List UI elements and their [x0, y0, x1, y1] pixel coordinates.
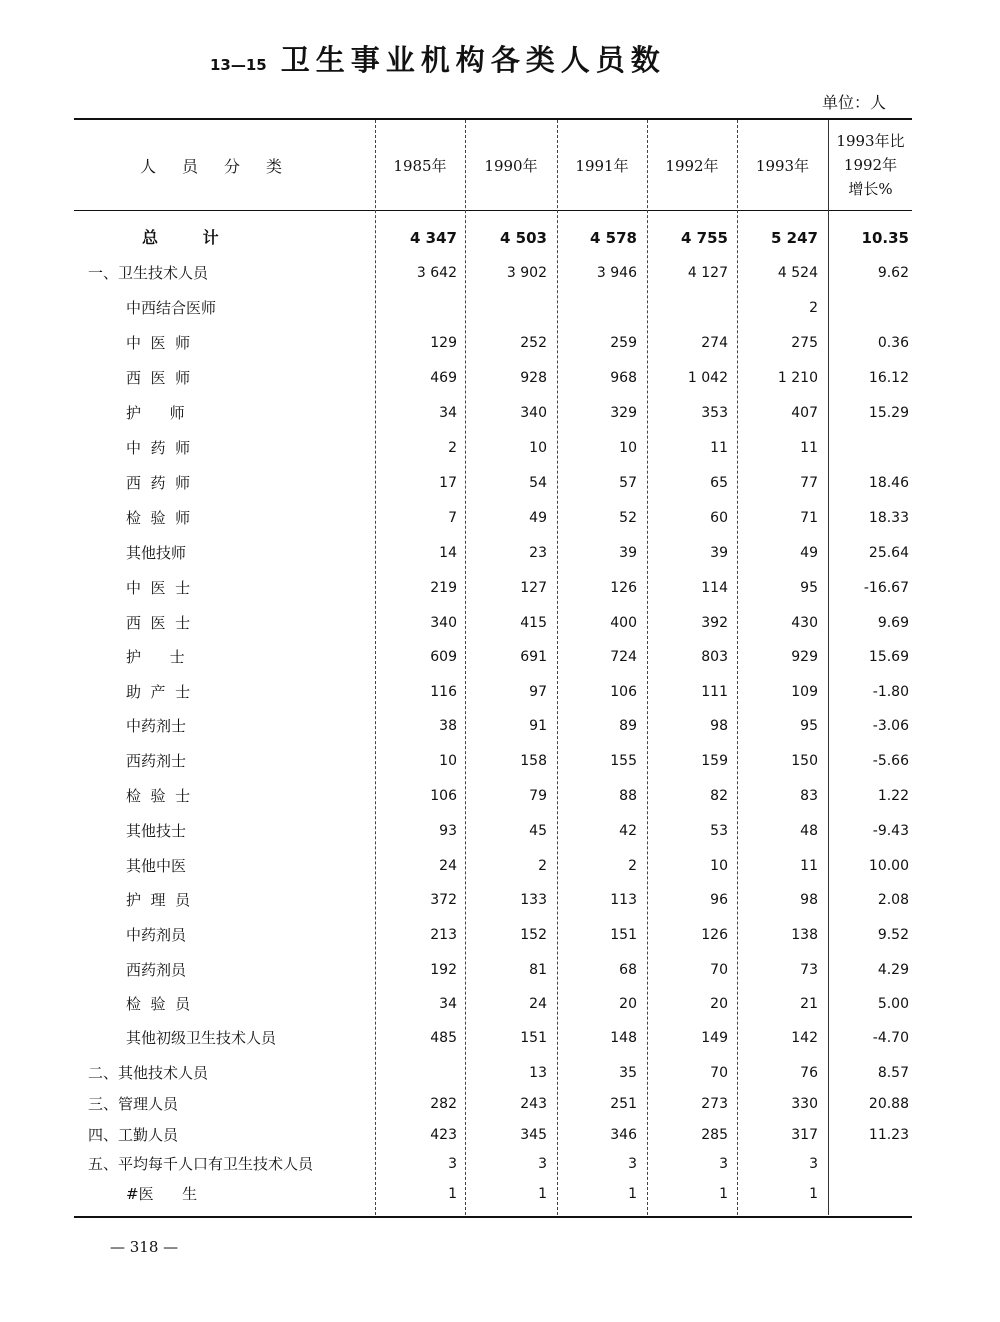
- cell-value: 83: [800, 788, 818, 804]
- cell-value: 1 210: [777, 370, 818, 386]
- cell-value: 151: [610, 927, 637, 943]
- cell-growth: 9.69: [877, 615, 909, 631]
- cell-value: 113: [610, 892, 637, 908]
- cell-value: 423: [430, 1127, 457, 1143]
- cell-value: 273: [701, 1096, 728, 1112]
- cell-value: 330: [791, 1096, 818, 1112]
- cell-value: 155: [610, 753, 637, 769]
- cell-value: 158: [520, 753, 547, 769]
- table-number: 13—15: [210, 56, 267, 74]
- cell-value: 126: [701, 927, 728, 943]
- row-label: 总 计: [142, 228, 219, 247]
- table-row: [0, 1182, 1000, 1206]
- table-row: [0, 888, 1000, 912]
- row-label: 五、平均每千人口有卫生技术人员: [88, 1155, 314, 1173]
- cell-value: 24: [529, 996, 547, 1012]
- cell-value: 10: [529, 440, 547, 456]
- header-year: 1993年: [755, 156, 810, 175]
- cell-value: 3: [719, 1156, 728, 1172]
- row-label: 其他初级卫生技术人员: [126, 1029, 277, 1047]
- cell-value: 106: [610, 684, 637, 700]
- table-row: [0, 992, 1000, 1016]
- table-row: [0, 611, 1000, 635]
- cell-value: 126: [610, 580, 637, 596]
- cell-value: 68: [619, 962, 637, 978]
- row-label: 一、卫生技术人员: [88, 264, 209, 282]
- cell-value: 4 503: [500, 229, 547, 247]
- cell-growth: 9.62: [877, 265, 909, 281]
- cell-value: 70: [710, 1065, 728, 1081]
- header-year: 1992年: [665, 156, 719, 175]
- cell-value: 39: [619, 545, 637, 561]
- cell-value: 329: [610, 405, 637, 421]
- header-year: 1991年: [575, 156, 629, 175]
- cell-value: 73: [800, 962, 818, 978]
- cell-value: 91: [529, 718, 547, 734]
- row-label: 其他技师: [126, 544, 187, 562]
- cell-value: 243: [520, 1096, 547, 1112]
- cell-value: 95: [800, 718, 818, 734]
- cell-value: 14: [439, 545, 457, 561]
- cell-growth: 18.33: [868, 510, 909, 526]
- page-number: — 318 —: [110, 1238, 179, 1256]
- table-row: [0, 506, 1000, 530]
- cell-value: 150: [791, 753, 818, 769]
- cell-value: 3: [628, 1156, 637, 1172]
- row-label: 二、其他技术人员: [88, 1064, 209, 1082]
- cell-value: 10: [619, 440, 637, 456]
- cell-value: 57: [619, 475, 637, 491]
- cell-value: 485: [430, 1030, 457, 1046]
- cell-value: 353: [701, 405, 728, 421]
- cell-value: 3: [538, 1156, 547, 1172]
- header-growth-line: 1993年比: [836, 132, 905, 150]
- row-label: 四、工勤人员: [88, 1126, 179, 1144]
- cell-value: 415: [520, 615, 547, 631]
- cell-growth: -5.66: [872, 753, 909, 769]
- cell-value: 1: [538, 1186, 547, 1202]
- cell-value: 407: [791, 405, 818, 421]
- header-growth: [829, 118, 912, 212]
- header-category: 人员分类: [139, 156, 308, 176]
- cell-value: 3 642: [416, 265, 457, 281]
- row-label: 中药剂士: [126, 717, 187, 735]
- cell-growth: 20.88: [868, 1096, 909, 1112]
- cell-growth: 10.35: [861, 229, 909, 247]
- table-row: [0, 1061, 1000, 1085]
- cell-value: 95: [800, 580, 818, 596]
- row-label: 西 医 师: [126, 369, 191, 387]
- cell-value: 4 755: [681, 229, 728, 247]
- cell-value: 60: [710, 510, 728, 526]
- cell-value: 77: [800, 475, 818, 491]
- cell-value: 275: [791, 335, 818, 351]
- row-label: 中 药 师: [126, 439, 191, 457]
- header-year: 1990年: [484, 156, 538, 175]
- cell-value: 3: [448, 1156, 457, 1172]
- page-title: [210, 38, 666, 79]
- cell-value: 53: [710, 823, 728, 839]
- cell-value: 929: [791, 649, 818, 665]
- row-label: 中西结合医师: [126, 299, 217, 317]
- cell-value: 5 247: [771, 229, 818, 247]
- cell-value: 109: [791, 684, 818, 700]
- cell-value: 42: [619, 823, 637, 839]
- row-label: 助 产 士: [126, 683, 191, 701]
- cell-growth: 0.36: [877, 335, 909, 351]
- row-label: 护 士: [126, 648, 185, 666]
- cell-value: 116: [430, 684, 457, 700]
- cell-value: 317: [791, 1127, 818, 1143]
- table-row: [0, 471, 1000, 495]
- table-row: [0, 714, 1000, 738]
- row-label: 西 药 师: [126, 474, 191, 492]
- bottom-rule: [74, 1216, 912, 1218]
- cell-growth: 11.23: [868, 1127, 909, 1143]
- row-label: 西药剂士: [126, 752, 187, 770]
- cell-value: 400: [610, 615, 637, 631]
- cell-growth: 25.64: [868, 545, 909, 561]
- cell-value: 2: [628, 858, 637, 874]
- cell-growth: 16.12: [868, 370, 909, 386]
- cell-growth: 15.69: [868, 649, 909, 665]
- cell-growth: 5.00: [877, 996, 909, 1012]
- table-row: [0, 366, 1000, 390]
- cell-value: 1: [719, 1186, 728, 1202]
- header-growth-line: 增长%: [848, 180, 893, 198]
- table-row: [0, 784, 1000, 808]
- cell-value: 52: [619, 510, 637, 526]
- cell-value: 114: [701, 580, 728, 596]
- cell-value: 13: [529, 1065, 547, 1081]
- table-row: [0, 1123, 1000, 1147]
- cell-value: 372: [430, 892, 457, 908]
- cell-value: 129: [430, 335, 457, 351]
- cell-value: 21: [800, 996, 818, 1012]
- cell-value: 24: [439, 858, 457, 874]
- header-year: 1985年: [393, 156, 447, 175]
- cell-value: 4 347: [410, 229, 457, 247]
- cell-value: 724: [610, 649, 637, 665]
- cell-value: 97: [529, 684, 547, 700]
- cell-value: 4 578: [590, 229, 637, 247]
- cell-value: 96: [710, 892, 728, 908]
- cell-value: 1: [628, 1186, 637, 1202]
- cell-value: 82: [710, 788, 728, 804]
- cell-value: 20: [619, 996, 637, 1012]
- row-label: 检 验 士: [126, 787, 191, 805]
- cell-value: 11: [710, 440, 728, 456]
- cell-value: 691: [520, 649, 547, 665]
- cell-value: 89: [619, 718, 637, 734]
- cell-value: 23: [529, 545, 547, 561]
- cell-growth: 10.00: [868, 858, 909, 874]
- table-row: [0, 749, 1000, 773]
- cell-value: 93: [439, 823, 457, 839]
- cell-value: 49: [529, 510, 547, 526]
- cell-value: 345: [520, 1127, 547, 1143]
- row-label: 西 医 士: [126, 614, 191, 632]
- table-row: [0, 401, 1000, 425]
- cell-value: 340: [430, 615, 457, 631]
- table-row: [0, 680, 1000, 704]
- table-title: 卫生事业机构各类人员数: [280, 43, 666, 77]
- cell-value: 106: [430, 788, 457, 804]
- table-row: [0, 436, 1000, 460]
- cell-value: 65: [710, 475, 728, 491]
- cell-value: 2: [448, 440, 457, 456]
- cell-value: 142: [791, 1030, 818, 1046]
- cell-value: 10: [710, 858, 728, 874]
- cell-growth: -3.06: [872, 718, 909, 734]
- cell-value: 70: [710, 962, 728, 978]
- cell-growth: 1.22: [877, 788, 909, 804]
- cell-growth: 8.57: [877, 1065, 909, 1081]
- cell-value: 392: [701, 615, 728, 631]
- cell-value: 430: [791, 615, 818, 631]
- cell-growth: 2.08: [877, 892, 909, 908]
- cell-value: 49: [800, 545, 818, 561]
- row-label: 护 理 员: [126, 891, 191, 909]
- cell-value: 88: [619, 788, 637, 804]
- cell-growth: -16.67: [863, 580, 909, 596]
- cell-value: 149: [701, 1030, 728, 1046]
- cell-value: 159: [701, 753, 728, 769]
- table-row: [0, 1026, 1000, 1050]
- table-row: [0, 576, 1000, 600]
- row-label: 检 验 员: [126, 995, 191, 1013]
- cell-value: 1 042: [687, 370, 728, 386]
- cell-value: 152: [520, 927, 547, 943]
- table-row: [0, 958, 1000, 982]
- cell-value: 35: [619, 1065, 637, 1081]
- table-row: [0, 645, 1000, 669]
- cell-value: 133: [520, 892, 547, 908]
- row-label: 其他中医: [126, 857, 187, 875]
- cell-value: 259: [610, 335, 637, 351]
- row-label: 其他技士: [126, 822, 187, 840]
- cell-value: 2: [538, 858, 547, 874]
- cell-value: 76: [800, 1065, 818, 1081]
- cell-value: 1: [809, 1186, 818, 1202]
- cell-value: 609: [430, 649, 457, 665]
- cell-value: 340: [520, 405, 547, 421]
- cell-value: 2: [809, 300, 818, 316]
- table-row: [0, 226, 1000, 250]
- table-row: [0, 331, 1000, 355]
- cell-value: 127: [520, 580, 547, 596]
- cell-value: 274: [701, 335, 728, 351]
- table-row: [0, 819, 1000, 843]
- cell-value: 17: [439, 475, 457, 491]
- cell-value: 213: [430, 927, 457, 943]
- cell-value: 803: [701, 649, 728, 665]
- cell-value: 138: [791, 927, 818, 943]
- cell-value: 346: [610, 1127, 637, 1143]
- cell-growth: 18.46: [868, 475, 909, 491]
- cell-growth: -9.43: [872, 823, 909, 839]
- cell-value: 285: [701, 1127, 728, 1143]
- cell-value: 151: [520, 1030, 547, 1046]
- cell-value: 38: [439, 718, 457, 734]
- cell-value: 10: [439, 753, 457, 769]
- cell-value: 4 524: [777, 265, 818, 281]
- table-row: [0, 541, 1000, 565]
- table-row: [0, 923, 1000, 947]
- cell-value: 45: [529, 823, 547, 839]
- cell-value: 20: [710, 996, 728, 1012]
- cell-value: 98: [710, 718, 728, 734]
- cell-value: 928: [520, 370, 547, 386]
- cell-value: 469: [430, 370, 457, 386]
- cell-value: 81: [529, 962, 547, 978]
- table-row: [0, 1152, 1000, 1176]
- cell-value: 111: [701, 684, 728, 700]
- cell-value: 98: [800, 892, 818, 908]
- cell-value: 251: [610, 1096, 637, 1112]
- cell-value: 34: [439, 405, 457, 421]
- cell-value: 219: [430, 580, 457, 596]
- row-label: 中 医 师: [126, 334, 191, 352]
- cell-value: 3 902: [506, 265, 547, 281]
- cell-value: 968: [610, 370, 637, 386]
- table-row: [0, 854, 1000, 878]
- cell-value: 252: [520, 335, 547, 351]
- cell-value: 48: [800, 823, 818, 839]
- cell-value: 34: [439, 996, 457, 1012]
- cell-value: 3 946: [596, 265, 637, 281]
- cell-value: 39: [710, 545, 728, 561]
- cell-value: 3: [809, 1156, 818, 1172]
- cell-value: 54: [529, 475, 547, 491]
- row-label: 西药剂员: [126, 961, 187, 979]
- row-label: #医 生: [126, 1185, 198, 1203]
- cell-value: 71: [800, 510, 818, 526]
- unit-label: 单位：人: [822, 93, 887, 112]
- table-row: [0, 1092, 1000, 1116]
- cell-value: 11: [800, 440, 818, 456]
- row-label: 中药剂员: [126, 926, 187, 944]
- cell-value: 7: [448, 510, 457, 526]
- row-label: 检 验 师: [126, 509, 191, 527]
- row-label: 护 师: [126, 404, 185, 422]
- cell-value: 1: [448, 1186, 457, 1202]
- cell-growth: 15.29: [868, 405, 909, 421]
- row-label: 中 医 士: [126, 579, 191, 597]
- cell-growth: -1.80: [872, 684, 909, 700]
- cell-value: 4 127: [687, 265, 728, 281]
- cell-growth: 4.29: [877, 962, 909, 978]
- cell-value: 192: [430, 962, 457, 978]
- cell-growth: 9.52: [877, 927, 909, 943]
- cell-value: 282: [430, 1096, 457, 1112]
- cell-value: 11: [800, 858, 818, 874]
- cell-value: 79: [529, 788, 547, 804]
- row-label: 三、管理人员: [88, 1095, 179, 1113]
- table-row: [0, 296, 1000, 320]
- cell-value: 148: [610, 1030, 637, 1046]
- cell-growth: -4.70: [872, 1030, 909, 1046]
- header-growth-line: 1992年: [843, 156, 898, 174]
- table-row: [0, 261, 1000, 285]
